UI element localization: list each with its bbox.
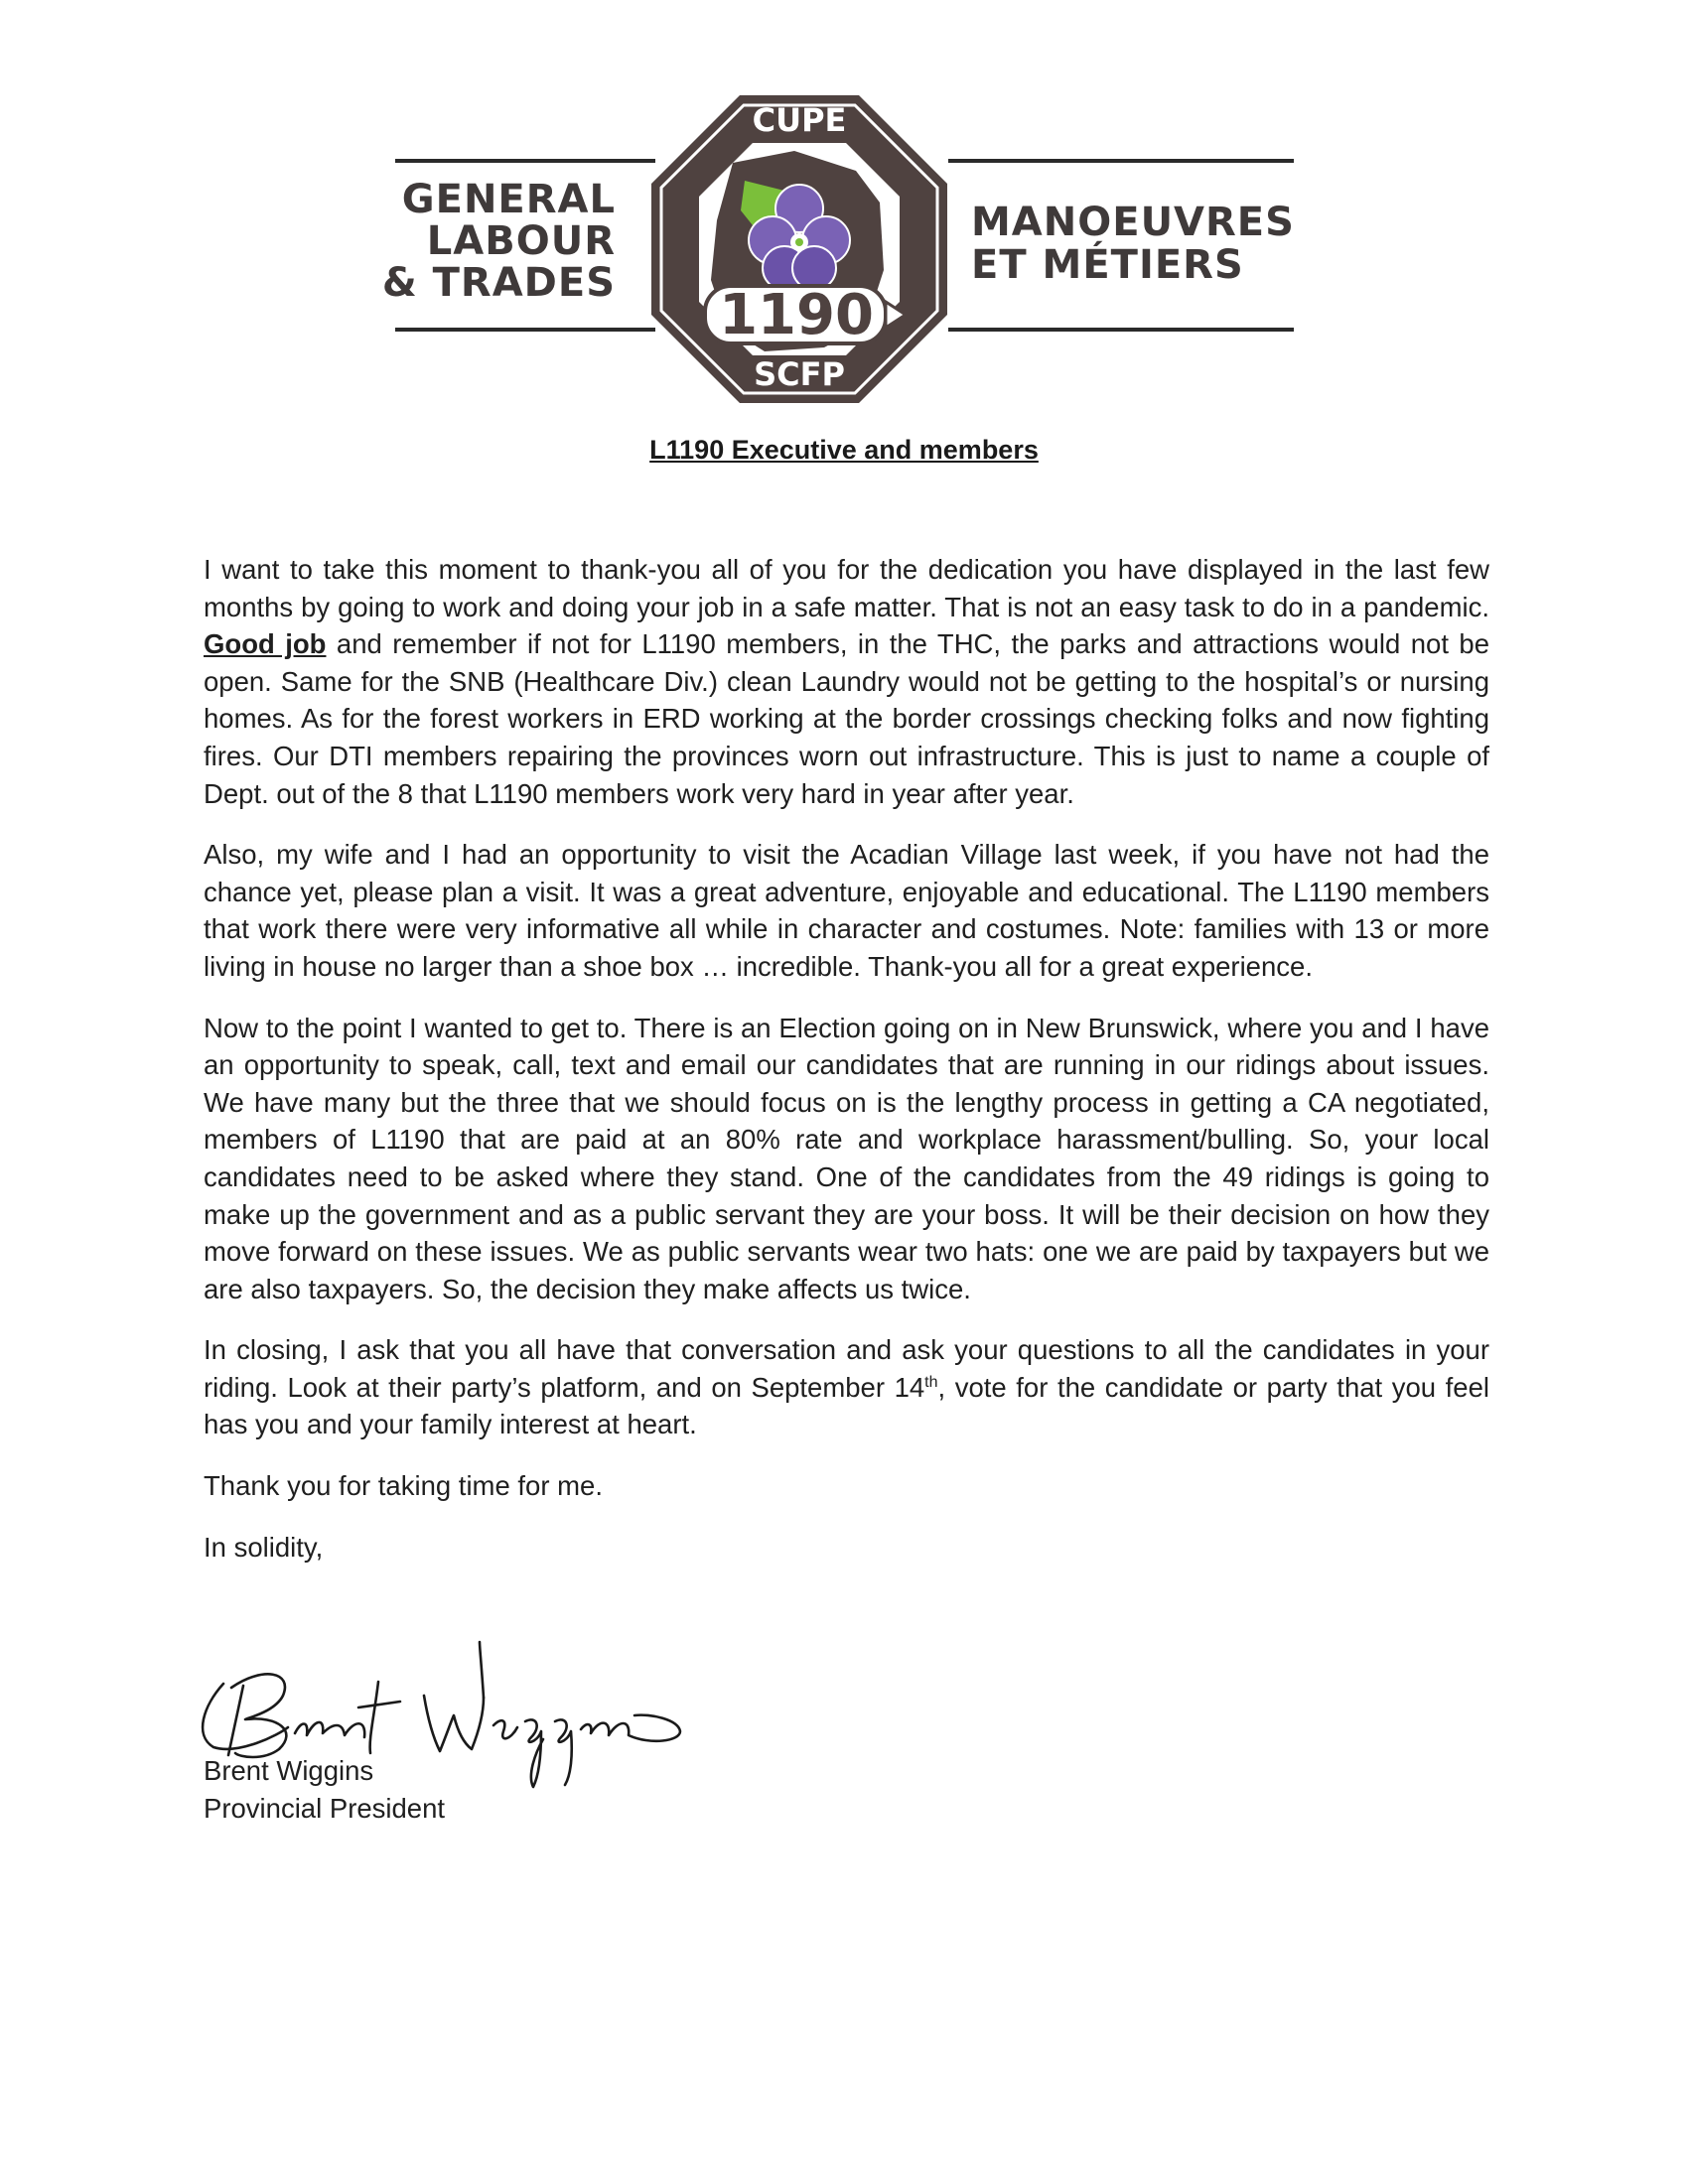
letterhead-rule-bottom-right [948, 328, 1294, 332]
letterhead-rule-bottom-left [395, 328, 655, 332]
signer-title: Provincial President [204, 1792, 446, 1824]
ordinal-suffix: th [924, 1373, 938, 1391]
paragraph-4-part-b: , vote for the candidate or party that you feel has you and your family interest at heart. [204, 1371, 1489, 1440]
paragraph-4 [204, 1331, 1489, 1443]
letterhead-right-line-2: ET MÉTIERS [971, 242, 1244, 288]
paragraph-5: Thank you for taking time for me. [204, 1470, 603, 1502]
letterhead-english-name [298, 179, 616, 304]
letterhead-right-line-1: MANOEUVRES [971, 200, 1295, 245]
paragraph-1 [204, 551, 1489, 812]
paragraph-4-part-a: In closing, I ask that you all have that conversation and ask your questions to all the candidates in your riding. Look at their party’s platform, and on September 14 [204, 1334, 1489, 1403]
signer-name: Brent Wiggins [204, 1755, 374, 1786]
letterhead [0, 0, 1688, 417]
letterhead-left-line-1: GENERAL [401, 177, 616, 222]
paragraph-2: Also, my wife and I had an opportunity to visit the Acadian Village last week, if you have not had the chance yet, please plan a visit. It was a great adventure, enjoyable and educational. The L1190 members that work there were very informative all while in character and costumes. Note: families with 13 or more living in house no larger than a shoe box … incredible. Thank-you all for a great experience. [204, 839, 1489, 982]
logo-number: 1190 [719, 283, 874, 347]
letterhead-left-line-3: & TRADES [381, 260, 616, 306]
letter-heading: L1190 Executive and members [649, 435, 1039, 465]
paragraph-1-part-a: I want to take this moment to thank-you all of you for the dedication you have displayed in the last few months by going to work and doing your job in a safe matter. That is not an easy task to do in a pandemic. [204, 554, 1489, 622]
logo-bottom-text: SCFP [754, 355, 845, 393]
paragraph-1-part-b: and remember if not for L1190 members, in the THC, the parks and attractions would not be open. Same for the SNB (Healthcare Div.) clean Laundry would not be getting to the hospital’s or nursing homes. As for the forest workers in ERD working at the border crossings checking folks and now fighting fires. Our DTI members repairing the provinces worn out infrastructure. This is just to name a couple of Dept. out of the 8 that L1190 members work very hard in year after year. [204, 628, 1489, 809]
letter-body [204, 551, 1489, 1589]
letterhead-rule-top-left [395, 159, 655, 163]
letterhead-french-name [971, 202, 1348, 287]
paragraph-3: Now to the point I wanted to get to. There is an Election going on in New Brunswick, where you and I have an opportunity to speak, call, text and email our candidates that are running in our ridings about issues. We have many but the three that we should focus on is the lengthy process in getting a CA negotiated, members of L1190 that are paid at an 80% rate and workplace harassment/bulling. So, your local candidates need to be asked where they stand. One of the candidates from the 49 ridings is going to make up the government and as a public servant they are your boss. It will be their decision on how they move forward on these issues. We as public servants wear two hats: one we are paid by taxpayers but we are also taxpayers. So, the decision they make affects us twice. [204, 1012, 1489, 1304]
salutation: In solidity, [204, 1531, 324, 1563]
letterhead-rule-top-right [948, 159, 1294, 163]
logo-number-banner [705, 283, 906, 347]
signature-block [204, 1752, 445, 1827]
letterhead-left-line-2: LABOUR [426, 218, 616, 264]
cupe-1190-logo [645, 91, 953, 407]
good-job-emphasis: Good job [204, 628, 327, 660]
logo-top-text: CUPE [752, 101, 847, 139]
